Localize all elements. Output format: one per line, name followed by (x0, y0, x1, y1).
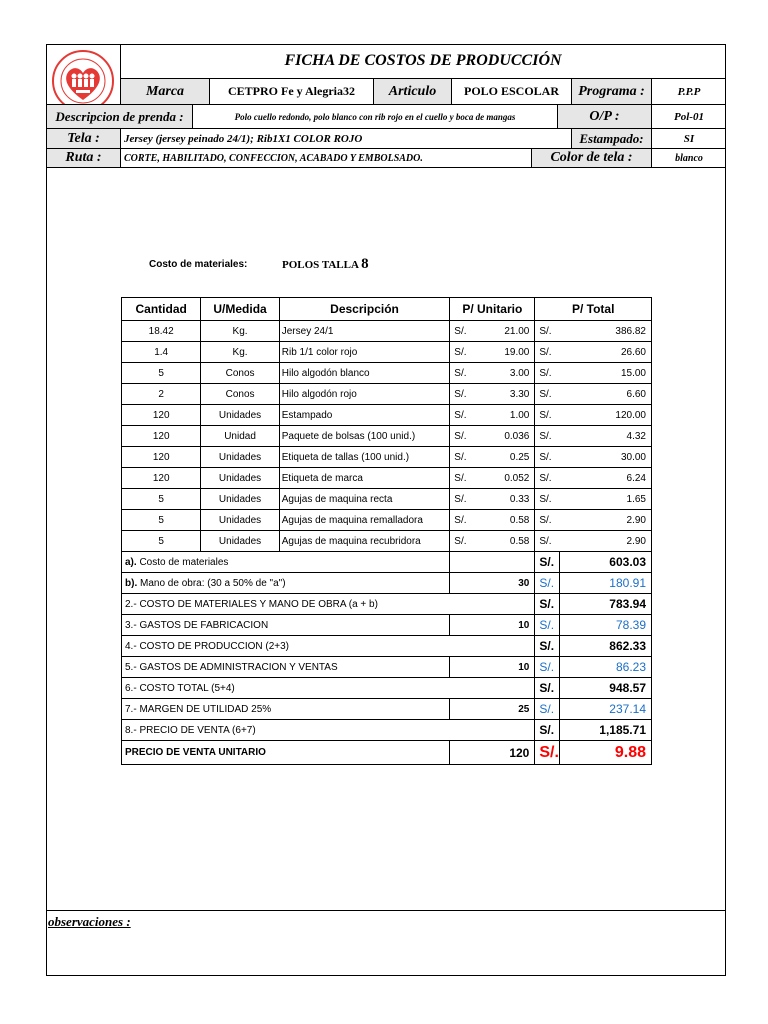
summary-row-5 (122, 657, 652, 678)
summary-8-currency: S/. (535, 720, 560, 741)
cell-descripcion: Estampado (279, 405, 450, 426)
ruta-value: CORTE, HABILITADO, CONFECCION, ACABADO Y EMBOLSADO. (124, 152, 423, 164)
descripcion-value: Polo cuello redondo, polo blanco con rib rojo en el cuello y boca de mangas (234, 111, 516, 122)
summary-row-a (122, 552, 652, 573)
cell-unidad: Unidades (201, 447, 279, 468)
cell-total-currency: S/. (535, 363, 560, 384)
cell-unitario-currency: S/. (450, 405, 497, 426)
school-children-logo-icon (52, 50, 114, 112)
cell-descripcion: Rib 1/1 color rojo (279, 342, 450, 363)
table-row (122, 531, 652, 552)
cell-descripcion: Agujas de maquina recta (279, 489, 450, 510)
cell-unitario-currency: S/. (450, 468, 497, 489)
cell-cantidad: 2 (122, 384, 201, 405)
summary-4-total: 862.33 (559, 636, 651, 657)
cell-unitario: 1.00 (497, 405, 535, 426)
summary-6-currency: S/. (535, 678, 560, 699)
cell-cantidad: 120 (122, 447, 201, 468)
cell-total: 26.60 (559, 342, 651, 363)
cell-unidad: Unidades (201, 468, 279, 489)
cell-unidad: Conos (201, 384, 279, 405)
cell-total-currency: S/. (535, 510, 560, 531)
cell-unidad: Unidad (201, 426, 279, 447)
pvu-total: 9.88 (559, 741, 651, 765)
summary-a-prefix: a). (125, 556, 137, 568)
tela-label: Tela : (47, 129, 120, 148)
summary-7-currency: S/. (535, 699, 560, 720)
summary-8-total: 1,185.71 (559, 720, 651, 741)
summary-row-pvu (122, 741, 652, 765)
cell-total-currency: S/. (535, 468, 560, 489)
cell-total: 120.00 (559, 405, 651, 426)
cell-total-currency: S/. (535, 489, 560, 510)
table-row (122, 405, 652, 426)
cell-unitario-currency: S/. (450, 447, 497, 468)
summary-3-currency: S/. (535, 615, 560, 636)
summary-2-label: 2.- COSTO DE MATERIALES Y MANO DE OBRA (a + b) (122, 594, 535, 615)
summary-2-currency: S/. (535, 594, 560, 615)
summary-a-currency: S/. (535, 552, 560, 573)
summary-7-total: 237.14 (559, 699, 651, 720)
descripcion-label: Descripcion de prenda : (47, 105, 192, 128)
summary-3-total: 78.39 (559, 615, 651, 636)
cell-total-currency: S/. (535, 531, 560, 552)
table-row (122, 342, 652, 363)
cell-unitario: 0.58 (497, 510, 535, 531)
summary-b-currency: S/. (535, 573, 560, 594)
cell-unitario: 0.58 (497, 531, 535, 552)
color-label: Color de tela : (532, 149, 651, 167)
col-header-unitario: P/ Unitario (450, 298, 535, 321)
cell-descripcion: Jersey 24/1 (279, 321, 450, 342)
summary-b-pct: 30 (450, 573, 535, 594)
cell-unitario: 3.30 (497, 384, 535, 405)
cell-total: 1.65 (559, 489, 651, 510)
table-row (122, 447, 652, 468)
summary-row-3 (122, 615, 652, 636)
table-header-row (122, 298, 652, 321)
cell-unidad: Unidades (201, 405, 279, 426)
cell-unitario: 3.00 (497, 363, 535, 384)
cell-descripcion: Agujas de maquina recubridora (279, 531, 450, 552)
articulo-label: Articulo (374, 79, 451, 104)
summary-row-4 (122, 636, 652, 657)
cell-descripcion: Hilo algodón blanco (279, 363, 450, 384)
cell-cantidad: 120 (122, 468, 201, 489)
cell-cantidad: 5 (122, 531, 201, 552)
cell-unidad: Unidades (201, 510, 279, 531)
observaciones-label: observaciones : (48, 914, 131, 929)
cell-total-currency: S/. (535, 426, 560, 447)
estampado-label: Estampado: (572, 129, 651, 148)
marca-value: CETPRO Fe y Alegria32 (228, 84, 355, 98)
cell-total: 6.60 (559, 384, 651, 405)
summary-row-8 (122, 720, 652, 741)
cell-descripcion: Paquete de bolsas (100 unid.) (279, 426, 450, 447)
summary-6-total: 948.57 (559, 678, 651, 699)
programa-value: P.P.P (677, 85, 701, 98)
cell-unidad: Unidades (201, 531, 279, 552)
summary-8-label: 8.- PRECIO DE VENTA (6+7) (122, 720, 535, 741)
cell-unitario-currency: S/. (450, 342, 497, 363)
cell-unidad: Conos (201, 363, 279, 384)
col-header-total: P/ Total (535, 298, 652, 321)
page-title: FICHA DE COSTOS DE PRODUCCIÓN (284, 52, 562, 69)
cell-unitario-currency: S/. (450, 510, 497, 531)
table-row (122, 489, 652, 510)
pvu-qty: 120 (450, 741, 535, 765)
cell-cantidad: 5 (122, 363, 201, 384)
summary-row-2 (122, 594, 652, 615)
polos-talla (282, 256, 369, 273)
pvu-label: PRECIO DE VENTA UNITARIO (122, 741, 450, 765)
summary-a-label: Costo de materiales (139, 556, 229, 568)
table-row (122, 363, 652, 384)
summary-row-6 (122, 678, 652, 699)
col-header-descripcion: Descripción (279, 298, 450, 321)
table-row (122, 510, 652, 531)
cell-total: 30.00 (559, 447, 651, 468)
summary-4-label: 4.- COSTO DE PRODUCCION (2+3) (122, 636, 535, 657)
summary-row-b (122, 573, 652, 594)
summary-5-pct: 10 (450, 657, 535, 678)
col-header-cantidad: Cantidad (122, 298, 201, 321)
cell-total: 2.90 (559, 531, 651, 552)
cell-total: 15.00 (559, 363, 651, 384)
pvu-currency: S/. (535, 741, 560, 765)
materials-label: Costo de materiales: (149, 259, 248, 270)
cell-unitario-currency: S/. (450, 489, 497, 510)
cell-total: 386.82 (559, 321, 651, 342)
cell-unitario: 21.00 (497, 321, 535, 342)
summary-5-total: 86.23 (559, 657, 651, 678)
color-value: blanco (675, 152, 703, 164)
cell-unidad: Kg. (201, 321, 279, 342)
cell-unitario-currency: S/. (450, 531, 497, 552)
cell-unitario-currency: S/. (450, 321, 497, 342)
summary-3-pct: 10 (450, 615, 535, 636)
cell-total: 4.32 (559, 426, 651, 447)
cell-descripcion: Etiqueta de tallas (100 unid.) (279, 447, 450, 468)
cell-unidad: Kg. (201, 342, 279, 363)
cell-unitario-currency: S/. (450, 426, 497, 447)
summary-2-total: 783.94 (559, 594, 651, 615)
cell-unitario: 0.33 (497, 489, 535, 510)
col-header-umedida: U/Medida (201, 298, 279, 321)
cell-cantidad: 1.4 (122, 342, 201, 363)
op-label: O/P : (558, 105, 651, 128)
cell-descripcion: Hilo algodón rojo (279, 384, 450, 405)
marca-label: Marca (121, 79, 209, 104)
cell-total-currency: S/. (535, 342, 560, 363)
summary-row-7 (122, 699, 652, 720)
cell-total: 6.24 (559, 468, 651, 489)
summary-7-pct: 25 (450, 699, 535, 720)
item-rows (122, 321, 652, 552)
summary-7-label: 7.- MARGEN DE UTILIDAD 25% (122, 699, 450, 720)
table-row (122, 384, 652, 405)
cell-cantidad: 5 (122, 489, 201, 510)
tela-value: Jersey (jersey peinado 24/1); Rib1X1 COLOR ROJO (124, 132, 363, 145)
table-row (122, 468, 652, 489)
summary-5-label: 5.- GASTOS DE ADMINISTRACION Y VENTAS (122, 657, 450, 678)
polos-label: POLOS TALLA (282, 259, 359, 271)
estampado-value: SI (683, 132, 695, 145)
cell-unitario: 19.00 (497, 342, 535, 363)
cell-cantidad: 18.42 (122, 321, 201, 342)
ruta-label: Ruta : (47, 149, 120, 167)
cell-unitario: 0.25 (497, 447, 535, 468)
cell-unidad: Unidades (201, 489, 279, 510)
summary-4-currency: S/. (535, 636, 560, 657)
summary-b-label: Mano de obra: (30 a 50% de "a") (140, 577, 286, 589)
programa-label: Programa : (572, 79, 651, 104)
table-row (122, 426, 652, 447)
summary-5-currency: S/. (535, 657, 560, 678)
cell-total-currency: S/. (535, 405, 560, 426)
cell-cantidad: 120 (122, 405, 201, 426)
cost-table (121, 297, 652, 765)
observaciones-divider (46, 910, 726, 911)
cell-unitario: 0.036 (497, 426, 535, 447)
table-row (122, 321, 652, 342)
summary-3-label: 3.- GASTOS DE FABRICACION (122, 615, 450, 636)
op-value: Pol-01 (674, 110, 704, 123)
cell-cantidad: 5 (122, 510, 201, 531)
header-divider (46, 167, 726, 168)
cell-total-currency: S/. (535, 321, 560, 342)
cell-unitario: 0.052 (497, 468, 535, 489)
cell-total-currency: S/. (535, 384, 560, 405)
cell-unitario-currency: S/. (450, 384, 497, 405)
summary-b-prefix: b). (125, 577, 138, 589)
cell-descripcion: Agujas de maquina remalladora (279, 510, 450, 531)
articulo-value: POLO ESCOLAR (463, 84, 559, 98)
summary-6-label: 6.- COSTO TOTAL (5+4) (122, 678, 535, 699)
talla-value: 8 (361, 256, 369, 272)
cell-cantidad: 120 (122, 426, 201, 447)
cell-unitario-currency: S/. (450, 363, 497, 384)
cell-descripcion: Etiqueta de marca (279, 468, 450, 489)
cell-total-currency: S/. (535, 447, 560, 468)
cell-total: 2.90 (559, 510, 651, 531)
summary-b-total: 180.91 (559, 573, 651, 594)
summary-a-total: 603.03 (559, 552, 651, 573)
